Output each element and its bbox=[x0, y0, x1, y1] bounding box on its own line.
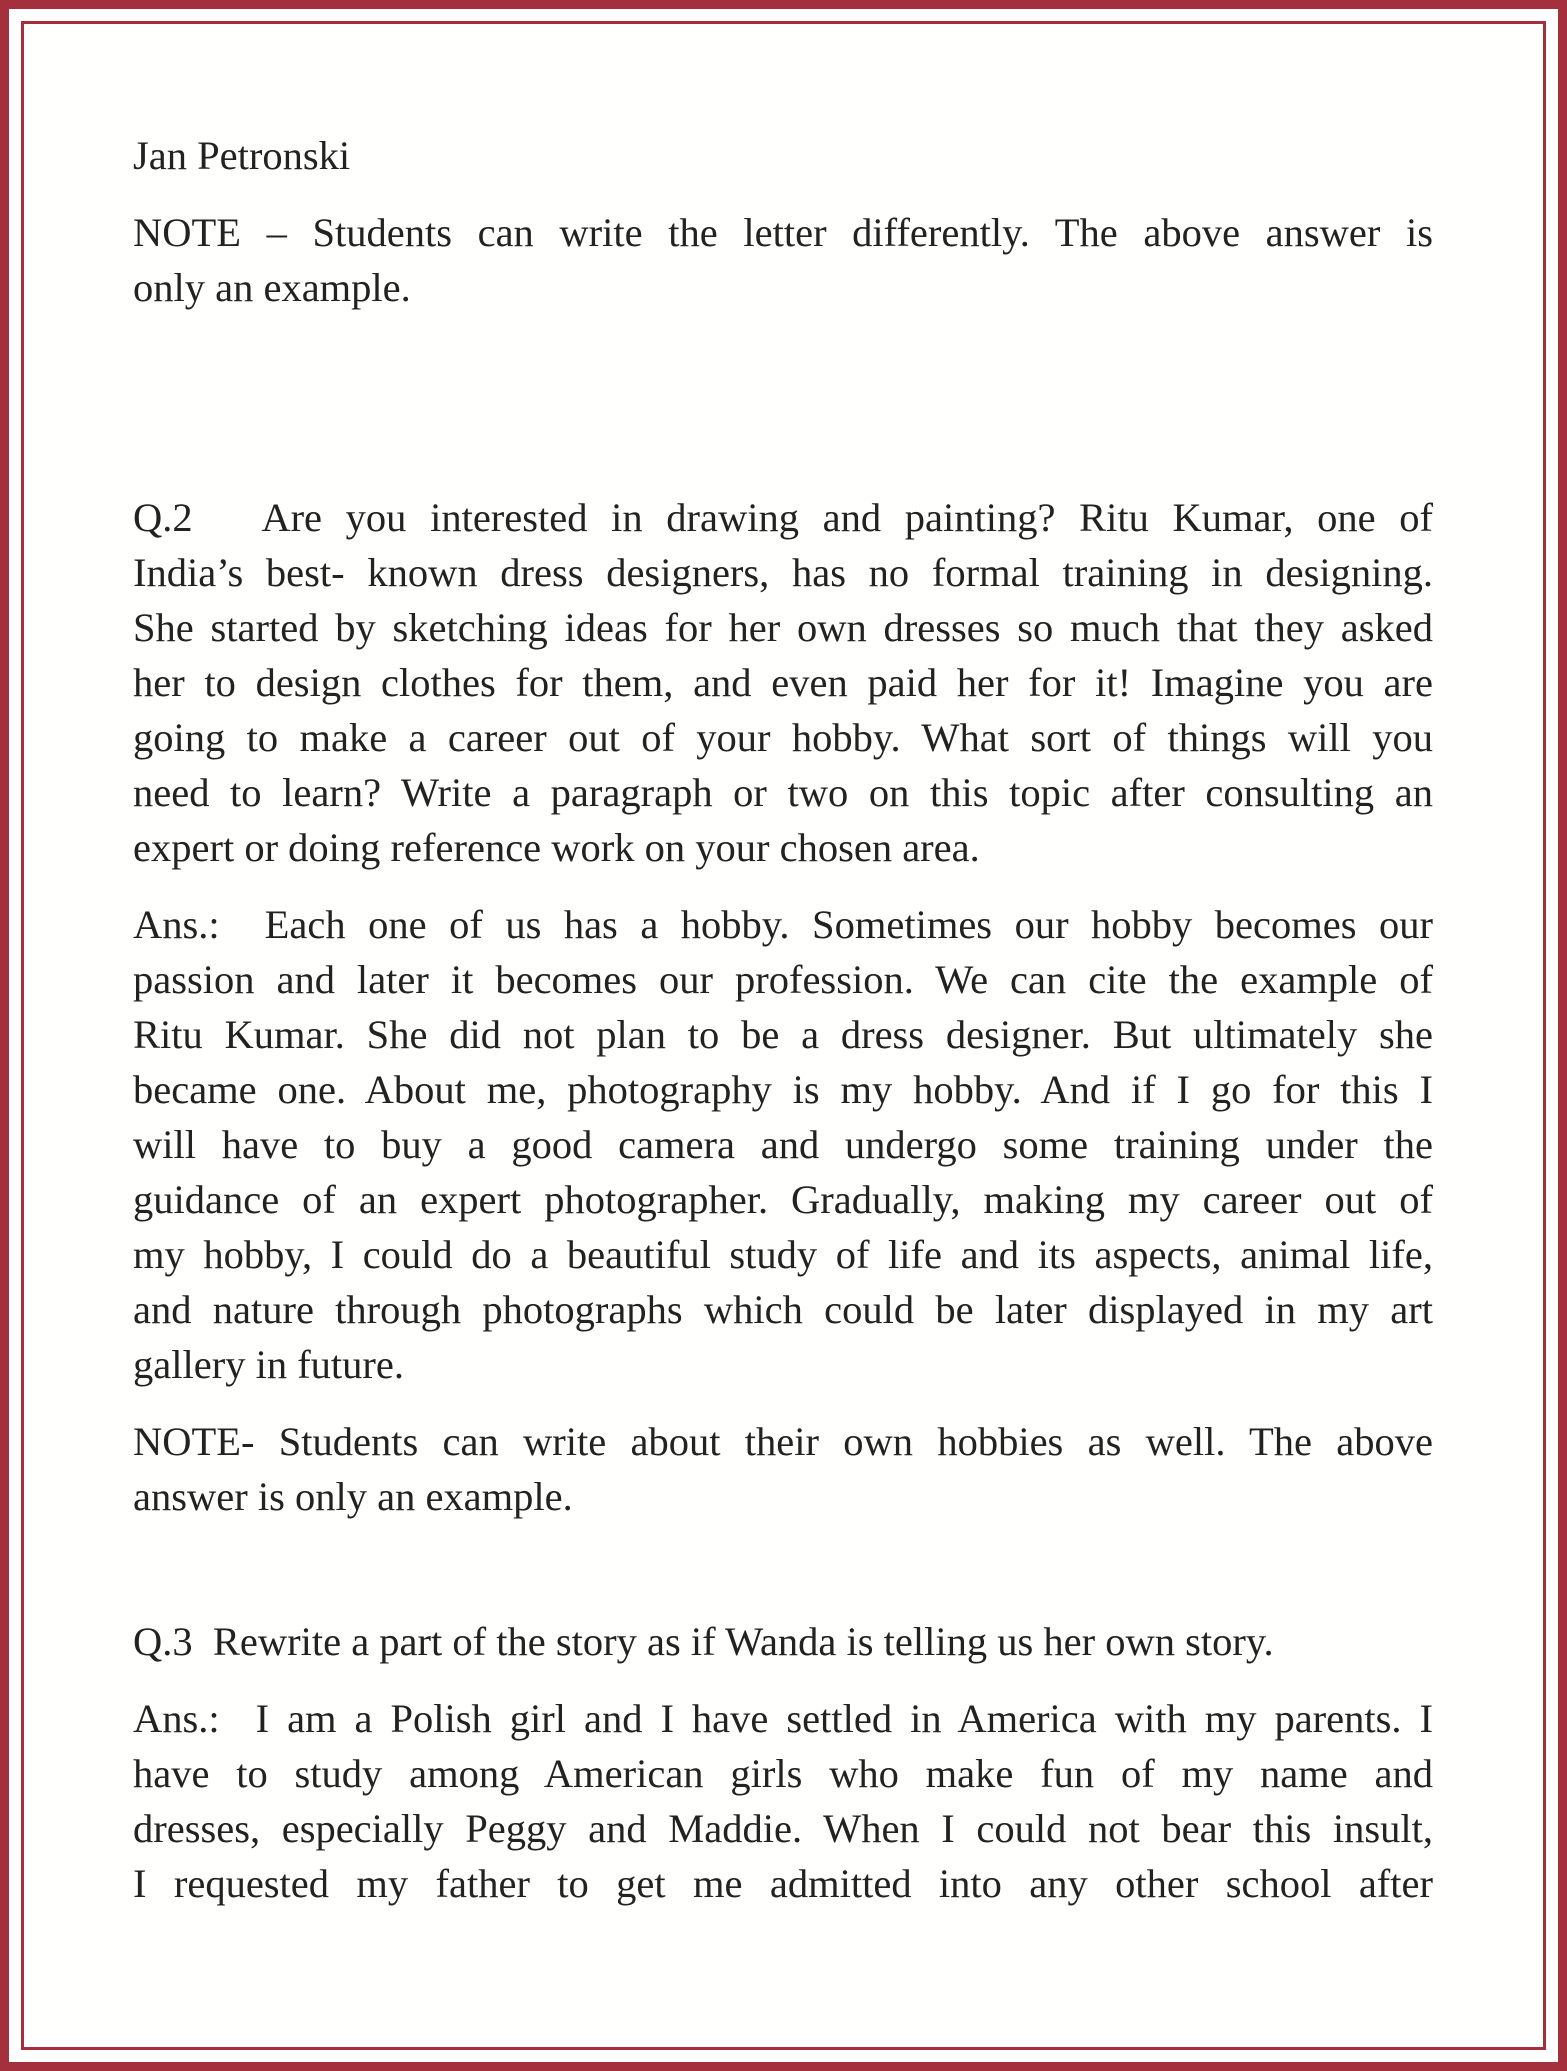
answer-line: have to study among American girls who make fun of my name and bbox=[133, 1751, 1433, 1796]
question-line: her to design clothes for them, and even paid her for it! Imagine you are bbox=[133, 660, 1433, 705]
note-line: NOTE- Students can write about their own hobbies as well. The above bbox=[133, 1419, 1433, 1464]
answer-line: passion and later it becomes our profession. We can cite the example of bbox=[133, 957, 1433, 1002]
answer-line: and nature through photographs which could be later displayed in my art bbox=[133, 1287, 1433, 1332]
note-line: only an example. bbox=[133, 265, 411, 310]
question-line: She started by sketching ideas for her own dresses so much that they asked bbox=[133, 605, 1433, 650]
answer-line: gallery in future. bbox=[133, 1342, 405, 1387]
question-line: going to make a career out of your hobby. What sort of things will you bbox=[133, 715, 1433, 760]
document-page bbox=[133, 128, 1433, 1911]
answer-line: will have to buy a good camera and undergo some training under the bbox=[133, 1122, 1433, 1167]
letter-signature: Jan Petronski bbox=[133, 133, 351, 178]
answer-line: Ans.: I am a Polish girl and I have settled in America with my parents. I bbox=[133, 1696, 1433, 1741]
answer-line: Ritu Kumar. She did not plan to be a dress designer. But ultimately she bbox=[133, 1012, 1433, 1057]
question-line: expert or doing reference work on your chosen area. bbox=[133, 825, 980, 870]
question-line: need to learn? Write a paragraph or two on this topic after consulting an bbox=[133, 770, 1433, 815]
note-letter bbox=[133, 205, 1433, 315]
answer-line: Ans.: Each one of us has a hobby. Sometimes our hobby becomes our bbox=[133, 902, 1433, 947]
answer-line: became one. About me, photography is my hobby. And if I go for this I bbox=[133, 1067, 1433, 1112]
answer-2 bbox=[133, 897, 1433, 1392]
answer-3 bbox=[133, 1691, 1433, 1911]
answer-line: dresses, especially Peggy and Maddie. When I could not bear this insult, bbox=[133, 1806, 1433, 1851]
answer-line: I requested my father to get me admitted into any other school after bbox=[133, 1861, 1433, 1906]
note-hobbies bbox=[133, 1414, 1433, 1524]
question-line: Q.3 Rewrite a part of the story as if Wanda is telling us her own story. bbox=[133, 1619, 1274, 1664]
question-3 bbox=[133, 1614, 1433, 1669]
question-2 bbox=[133, 490, 1433, 875]
note-line: NOTE – Students can write the letter differently. The above answer is bbox=[133, 210, 1433, 255]
answer-line: my hobby, I could do a beautiful study of life and its aspects, animal life, bbox=[133, 1232, 1433, 1277]
question-line: India’s best- known dress designers, has no formal training in designing. bbox=[133, 550, 1433, 595]
question-line: Q.2 Are you interested in drawing and painting? Ritu Kumar, one of bbox=[133, 495, 1433, 540]
note-line: answer is only an example. bbox=[133, 1474, 573, 1519]
answer-line: guidance of an expert photographer. Gradually, making my career out of bbox=[133, 1177, 1433, 1222]
